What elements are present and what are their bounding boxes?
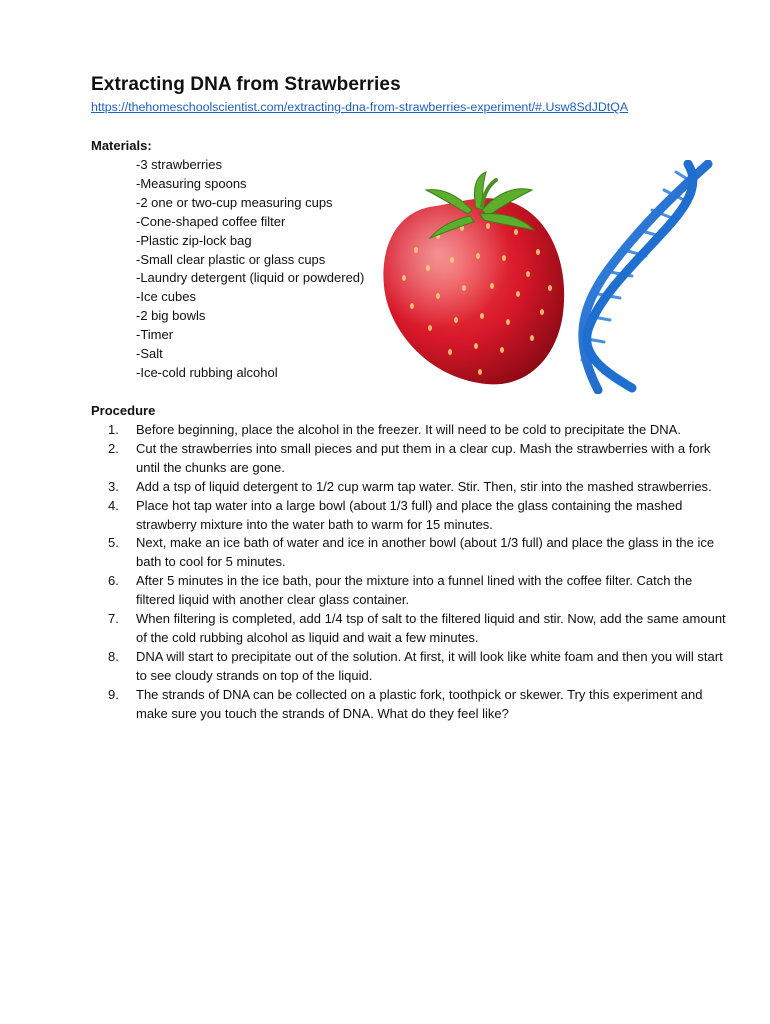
material-item: -Plastic zip-lock bag [136, 232, 252, 248]
material-item: -Ice cubes [136, 289, 196, 305]
step-number: 3. [108, 478, 119, 494]
step-text: The strands of DNA can be collected on a plastic fork, toothpick or skewer. Try this experiment and make sure you touch the strands of DNA. What do they feel like? [136, 686, 703, 721]
material-item: -Measuring spoons [136, 175, 247, 191]
step-text: Place hot tap water into a large bowl (about 1/3 full) and place the glass containing the mashed strawberry mixture into the water bath to warm for 15 minutes. [136, 497, 683, 532]
material-item: -Cone-shaped coffee filter [136, 213, 286, 229]
procedure-step [91, 497, 731, 535]
step-text: Next, make an ice bath of water and ice in another bowl (about 1/3 full) and place the glass in the ice bath to cool for 5 minutes. [136, 535, 715, 570]
step-text: Cut the strawberries into small pieces and put them in a clear cup. Mash the strawberries with a fork until the chunks are gone. [136, 440, 711, 475]
procedure-step [91, 572, 731, 610]
step-number: 1. [108, 422, 119, 437]
strawberry-icon [376, 170, 572, 390]
step-text: DNA will start to precipitate out of the solution. At first, it will look like white foam and then you will start to see cloudy strands on top of the liquid. [136, 648, 723, 683]
material-item: -2 one or two-cup measuring cups [136, 194, 333, 210]
material-item: -Laundry detergent (liquid or powdered) [136, 270, 365, 286]
step-text: Before beginning, place the alcohol in the freezer. It will need to be cold to precipitate the DNA. [136, 422, 681, 437]
step-text: When filtering is completed, add 1/4 tsp of salt to the filtered liquid and stir. Now, add the same amount of the cold rubbing alcohol as liquid and wait a few minutes. [136, 611, 726, 645]
dna-helix-icon [568, 160, 718, 394]
procedure-step [91, 686, 731, 724]
step-number: 6. [108, 573, 119, 589]
step-number: 7. [108, 611, 119, 627]
procedure-step [91, 534, 731, 572]
procedure-step [91, 478, 731, 497]
procedure-list [91, 421, 731, 724]
step-text: After 5 minutes in the ice bath, pour the mixture into a funnel lined with the coffee filter. Catch the filtered liquid with another clear glass container. [136, 573, 693, 608]
document-title: Extracting DNA from Strawberries [91, 74, 401, 95]
source-link[interactable]: https://thehomeschoolscientist.com/extracting-dna-from-strawberries-experiment/#.Usw8SdJDtQA [91, 100, 629, 114]
step-number: 2. [108, 440, 119, 456]
material-item: -Timer [136, 327, 174, 343]
material-item: -Salt [136, 346, 163, 362]
procedure-step [91, 648, 731, 686]
step-text: Add a tsp of liquid detergent to 1/2 cup warm tap water. Stir. Then, stir into the mashed strawberries. [136, 478, 712, 494]
procedure-step [91, 610, 731, 648]
material-item: -2 big bowls [136, 308, 206, 324]
step-number: 8. [108, 648, 119, 664]
step-number: 5. [108, 535, 119, 551]
materials-heading: Materials: [91, 138, 152, 153]
step-number: 9. [108, 686, 119, 702]
procedure-step [91, 440, 731, 478]
materials-list [136, 156, 364, 383]
material-item: -Small clear plastic or glass cups [136, 251, 326, 267]
procedure-heading: Procedure [91, 403, 156, 418]
step-number: 4. [108, 497, 119, 513]
procedure-step [91, 421, 731, 440]
material-item: -Ice-cold rubbing alcohol [136, 364, 278, 380]
material-item: -3 strawberries [136, 157, 222, 172]
